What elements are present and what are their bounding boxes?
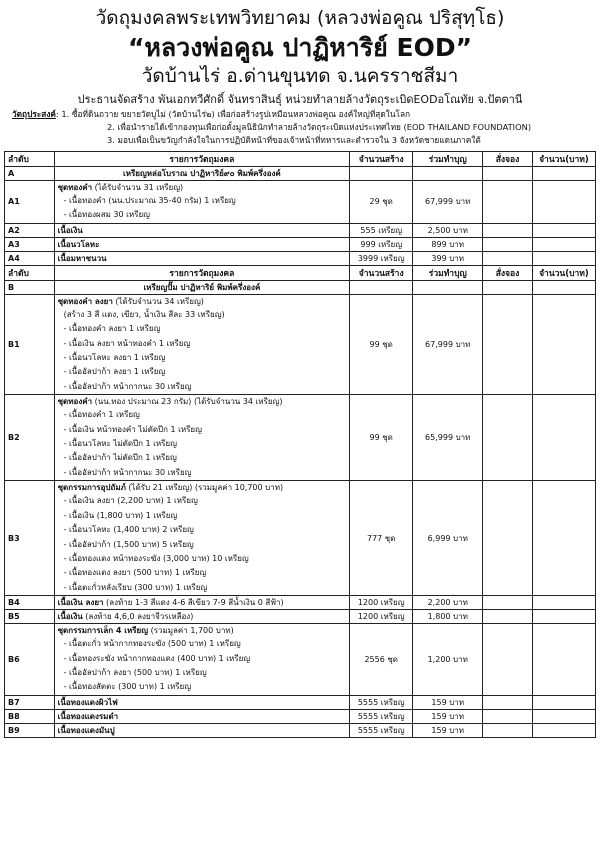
item-donation: 1,800 บาท [413, 610, 483, 624]
item-row [5, 709, 596, 723]
order-cell[interactable] [483, 294, 533, 394]
item-code: B1 [5, 294, 55, 394]
item-description [54, 237, 350, 251]
item-quantity: 2556 ชุด [350, 624, 413, 696]
item-subline: - เนื้อเงิน (1,800 บาท) 1 เหรียญ [63, 510, 178, 520]
item-quantity: 5555 เหรียญ [350, 723, 413, 737]
item-description [54, 709, 350, 723]
item-subline: - เนื้อนวโลหะ ลงยา 1 เหรียญ [63, 353, 166, 363]
order-cell[interactable] [483, 695, 533, 709]
item-code: B6 [5, 624, 55, 696]
item-quantity: 1200 เหรียญ [350, 610, 413, 624]
item-name: เนื้อเงิน ลงยา [57, 598, 104, 608]
item-row [5, 294, 596, 394]
item-name: ชุดทองคำ [57, 397, 93, 407]
empty-cell [350, 167, 413, 181]
item-code: B3 [5, 481, 55, 596]
item-name: เนื้อทองแดงผิวไฟ [57, 697, 118, 707]
item-note: (ลงท้าย 4,6,0 ลงยาจีวรเหลือง) [82, 612, 194, 622]
item-quantity: 5555 เหรียญ [350, 695, 413, 709]
amount-cell[interactable] [532, 481, 595, 596]
column-header: จำนวนสร้าง [350, 152, 413, 167]
item-subline: - เนื้อทองแดง หน้าทองระฆัง (3,000 บาท) 10 เหรียญ [63, 553, 249, 563]
item-title-line [58, 481, 347, 494]
item-donation: 159 บาท [413, 723, 483, 737]
item-description [54, 294, 350, 394]
item-code: A3 [5, 237, 55, 251]
item-name: เนื้อเงิน [57, 612, 83, 622]
order-cell[interactable] [483, 481, 533, 596]
order-cell[interactable] [483, 395, 533, 481]
item-subline: - เนื้อตะกั่ว หน้ากากทองระฆัง (500 บาท) 1 เหรียญ [63, 639, 241, 649]
amount-cell[interactable] [532, 723, 595, 737]
item-code: A2 [5, 223, 55, 237]
item-description [54, 695, 350, 709]
column-header: ลำดับ [5, 265, 55, 280]
chairman-line: ประธานจัดสร้าง พันเอกทวีศักดิ์ จันทราสินธุ์ หน่วยทำลายล้างวัตถุระเบิดEODอโณทัย จ.ปัตตานี [77, 93, 523, 106]
item-title-line [58, 610, 347, 623]
item-donation: 67,999 บาท [413, 294, 483, 394]
item-subline: - เนื้อตะกั่วหลังเรียบ (300 บาท) 1 เหรียญ [63, 582, 208, 592]
objective-1: : 1. ซื้อที่ดินถวาย ขยายวัดบูไม่ (วัดบ้านไร่๒) เพื่อก่อสร้างรูปเหมือนหลวงพ่อคูณ องค์ใหญ่ที่สุดในโลก [55, 109, 411, 119]
objectives-label: วัตถุประสงค์ [12, 109, 56, 119]
amulet-series-title: “หลวงพ่อคูณ ปาฏิหาริย์ EOD” [127, 33, 473, 62]
item-subline: - เนื้ออัลปาก้า (1,500 บาท) 5 เหรียญ [63, 539, 194, 549]
empty-cell [350, 280, 413, 294]
item-description [54, 223, 350, 237]
item-title-line [58, 696, 347, 709]
column-header: สั่งจอง [483, 265, 533, 280]
column-header: จำนวน(บาท) [532, 265, 595, 280]
item-title-line [58, 596, 347, 609]
item-quantity: 777 ชุด [350, 481, 413, 596]
item-row [5, 596, 596, 610]
column-header: ร่วมทำบุญ [413, 152, 483, 167]
item-name: เนื้อมหาชนวน [57, 253, 107, 263]
item-code: B9 [5, 723, 55, 737]
temple-location: วัดบ้านไร่ อ.ด่านขุนทด จ.นครราชสีมา [141, 65, 459, 87]
empty-cell [532, 167, 595, 181]
item-donation: 159 บาท [413, 709, 483, 723]
column-header: รายการวัตถุมงคล [54, 265, 350, 280]
item-title-line [58, 252, 347, 265]
item-name: เนื้อทองแดงรมดำ [57, 711, 119, 721]
amount-cell[interactable] [532, 624, 595, 696]
item-quantity: 5555 เหรียญ [350, 709, 413, 723]
objectives-block [0, 108, 600, 147]
item-code: A1 [5, 181, 55, 224]
objective-2: 2. เพื่อนำรายได้เข้ากองทุนเพื่อก่อตั้งมูลนิธินักทำลายล้างวัตถุระเบิดแห่งประเทศไทย (EOD THAILAND FOUNDATION) [107, 122, 532, 132]
item-name: ชุดทองคำ ลงยา [57, 296, 113, 306]
item-quantity: 3999 เหรียญ [350, 251, 413, 265]
item-quantity: 99 ชุด [350, 294, 413, 394]
item-note: (ได้รับ 21 เหรียญ) (รวมมูลค่า 10,700 บาท) [125, 483, 284, 493]
item-subline: - เนื้อเงิน ลงยา หน้าทองคำ 1 เหรียญ [63, 338, 191, 348]
amount-cell[interactable] [532, 223, 595, 237]
item-title-line [58, 238, 347, 251]
empty-cell [532, 280, 595, 294]
section-row [5, 167, 596, 181]
amount-cell[interactable] [532, 709, 595, 723]
item-subline: - เนื้ออัลปาก้า หน้ากากนะ 30 เหรียญ [63, 381, 192, 391]
section-row [5, 280, 596, 294]
column-header: รายการวัตถุมงคล [54, 152, 350, 167]
column-header: สั่งจอง [483, 152, 533, 167]
item-subline: - เนื้อเงิน ลงยา (2,200 บาท) 1 เหรียญ [63, 496, 198, 506]
item-code: B7 [5, 695, 55, 709]
item-subline: - เนื้อทองสัตตะ (300 บาท) 1 เหรียญ [63, 682, 192, 692]
amount-cell[interactable] [532, 181, 595, 224]
item-title-line [58, 224, 347, 237]
item-donation: 65,999 บาท [413, 395, 483, 481]
item-row [5, 610, 596, 624]
item-subline: - เนื้อทองระฆัง หน้ากากทองแดง (400 บาท) 1 เหรียญ [63, 653, 251, 663]
item-subline: - เนื้อเงิน หน้าทองคำ ไม่ตัดปีก 1 เหรียญ [63, 424, 202, 434]
section-title: เหรียญปั๊ม ปาฏิหาริย์ พิมพ์ครึ่งองค์ [54, 280, 350, 294]
amount-cell[interactable] [532, 395, 595, 481]
empty-cell [483, 167, 533, 181]
item-row [5, 624, 596, 696]
temple-heading: วัดถุมงคลพระเทพวิทยาคม (หลวงพ่อคูณ ปริสุทฺโธ) [95, 7, 505, 29]
item-row [5, 251, 596, 265]
amount-cell[interactable] [532, 596, 595, 610]
item-name: เนื้อนวโลหะ [57, 239, 100, 249]
item-subline: - เนื้อทองผสม 30 เหรียญ [63, 210, 150, 220]
item-subline: - เนื้อทองคำ 1 เหรียญ [63, 410, 140, 420]
item-code: B2 [5, 395, 55, 481]
item-donation: 2,500 บาท [413, 223, 483, 237]
empty-cell [413, 280, 483, 294]
item-subline: - เนื้อทองแดง ลงยา (500 บาท) 1 เหรียญ [63, 568, 207, 578]
item-quantity: 99 ชุด [350, 395, 413, 481]
item-title-line [58, 181, 347, 194]
item-name: ชุดกรรมการเล็ก 4 เหรียญ [57, 626, 149, 636]
amount-cell[interactable] [532, 237, 595, 251]
item-description [54, 624, 350, 696]
item-name: เนื้อทองแดงมันปู [57, 725, 115, 735]
order-cell[interactable] [483, 223, 533, 237]
item-title-line [58, 710, 347, 723]
item-code: B5 [5, 610, 55, 624]
item-description [54, 610, 350, 624]
item-note: (ได้รับจำนวน 34 เหรียญ) [112, 296, 204, 306]
section-title: เหรียญหล่อโบราณ ปาฏิหาริย์๙๐ พิมพ์ครึ่งองค์ [54, 167, 350, 181]
item-subline: - เนื้ออัลปาก้า ลงยา 1 เหรียญ [63, 367, 166, 377]
empty-cell [483, 280, 533, 294]
item-code: A4 [5, 251, 55, 265]
item-title-line [58, 295, 347, 308]
item-name: ชุดทองคำ [57, 183, 93, 192]
order-cell[interactable] [483, 596, 533, 610]
amount-cell[interactable] [532, 610, 595, 624]
item-quantity: 1200 เหรียญ [350, 596, 413, 610]
item-description [54, 723, 350, 737]
item-note: (ได้รับจำนวน 31 เหรียญ) [92, 183, 184, 192]
document-header [0, 6, 600, 108]
item-description [54, 251, 350, 265]
item-donation: 2,200 บาท [413, 596, 483, 610]
item-row [5, 481, 596, 596]
item-subline: - เนื้ออัลปาก้า หน้ากากนะ 30 เหรียญ [63, 467, 192, 477]
item-description [54, 481, 350, 596]
item-title-line [58, 724, 347, 737]
item-note: (รวมมูลค่า 1,700 บาท) [148, 626, 234, 636]
column-header: จำนวน(บาท) [532, 152, 595, 167]
amount-cell[interactable] [532, 695, 595, 709]
order-cell[interactable] [483, 181, 533, 224]
column-header: ร่วมทำบุญ [413, 265, 483, 280]
item-row [5, 695, 596, 709]
item-note: (ลงท้าย 1-3 สีแดง 4-6 สีเขียว 7-9 สีน้ำเงิน 0 สีฟ้า) [103, 598, 284, 608]
column-header-row [5, 152, 596, 167]
item-subline: - เนื้อทองคำ (นน.ประมาณ 35-40 กรัม) 1 เหรียญ [63, 196, 236, 205]
column-header-row [5, 265, 596, 280]
item-donation: 159 บาท [413, 695, 483, 709]
item-donation: 399 บาท [413, 251, 483, 265]
item-quantity: 29 ชุด [350, 181, 413, 224]
item-subline: - เนื้ออัลปาก้า ลงยา (500 บาท) 1 เหรียญ [63, 667, 207, 677]
item-title-line [58, 624, 347, 637]
amulet-table-body [5, 152, 596, 738]
item-subline: - เนื้ออัลปาก้า ไม่ตัดปีก 1 เหรียญ [63, 453, 177, 463]
item-description [54, 596, 350, 610]
item-description [54, 181, 350, 224]
section-code: B [5, 280, 55, 294]
order-cell[interactable] [483, 237, 533, 251]
item-row [5, 181, 596, 224]
item-row [5, 223, 596, 237]
item-code: B4 [5, 596, 55, 610]
item-donation: 899 บาท [413, 237, 483, 251]
item-subline: (สร้าง 3 สี แดง, เขียว, น้ำเงิน สีละ 33 เหรียญ) [63, 309, 225, 319]
item-code: B8 [5, 709, 55, 723]
item-row [5, 723, 596, 737]
amount-cell[interactable] [532, 294, 595, 394]
item-note: (นน.ทอง ประมาณ 23 กรัม) (ได้รับจำนวน 34 เหรียญ) [92, 397, 283, 407]
item-subline: - เนื้อทองคำ ลงยา 1 เหรียญ [63, 324, 161, 334]
order-cell[interactable] [483, 709, 533, 723]
section-code: A [5, 167, 55, 181]
order-cell[interactable] [483, 624, 533, 696]
order-cell[interactable] [483, 610, 533, 624]
item-subline: - เนื้อนวโลหะ (1,400 บาท) 2 เหรียญ [63, 525, 194, 535]
item-row [5, 237, 596, 251]
column-header: จำนวนสร้าง [350, 265, 413, 280]
empty-cell [413, 167, 483, 181]
item-row [5, 395, 596, 481]
item-quantity: 999 เหรียญ [350, 237, 413, 251]
item-quantity: 555 เหรียญ [350, 223, 413, 237]
order-cell[interactable] [483, 251, 533, 265]
amount-cell[interactable] [532, 251, 595, 265]
item-donation: 67,999 บาท [413, 181, 483, 224]
item-title-line [58, 395, 347, 408]
item-subline: - เนื้อนวโลหะ ไม่ตัดปีก 1 เหรียญ [63, 439, 177, 449]
item-description [54, 395, 350, 481]
item-donation: 1,200 บาท [413, 624, 483, 696]
item-donation: 6,999 บาท [413, 481, 483, 596]
item-name: ชุดกรรมการอุปถัมภ์ [57, 483, 126, 493]
order-cell[interactable] [483, 723, 533, 737]
item-name: เนื้อเงิน [57, 225, 83, 235]
objective-3: 3. มอบเพื่อเป็นขวัญกำลังใจในการปฏิบัติหน้าที่ของเจ้าหน้าที่ทหารและตำรวจใน 3 จังหวัดชายแดนภาคใต้ [107, 135, 481, 145]
amulet-order-table [4, 151, 596, 738]
column-header: ลำดับ [5, 152, 55, 167]
